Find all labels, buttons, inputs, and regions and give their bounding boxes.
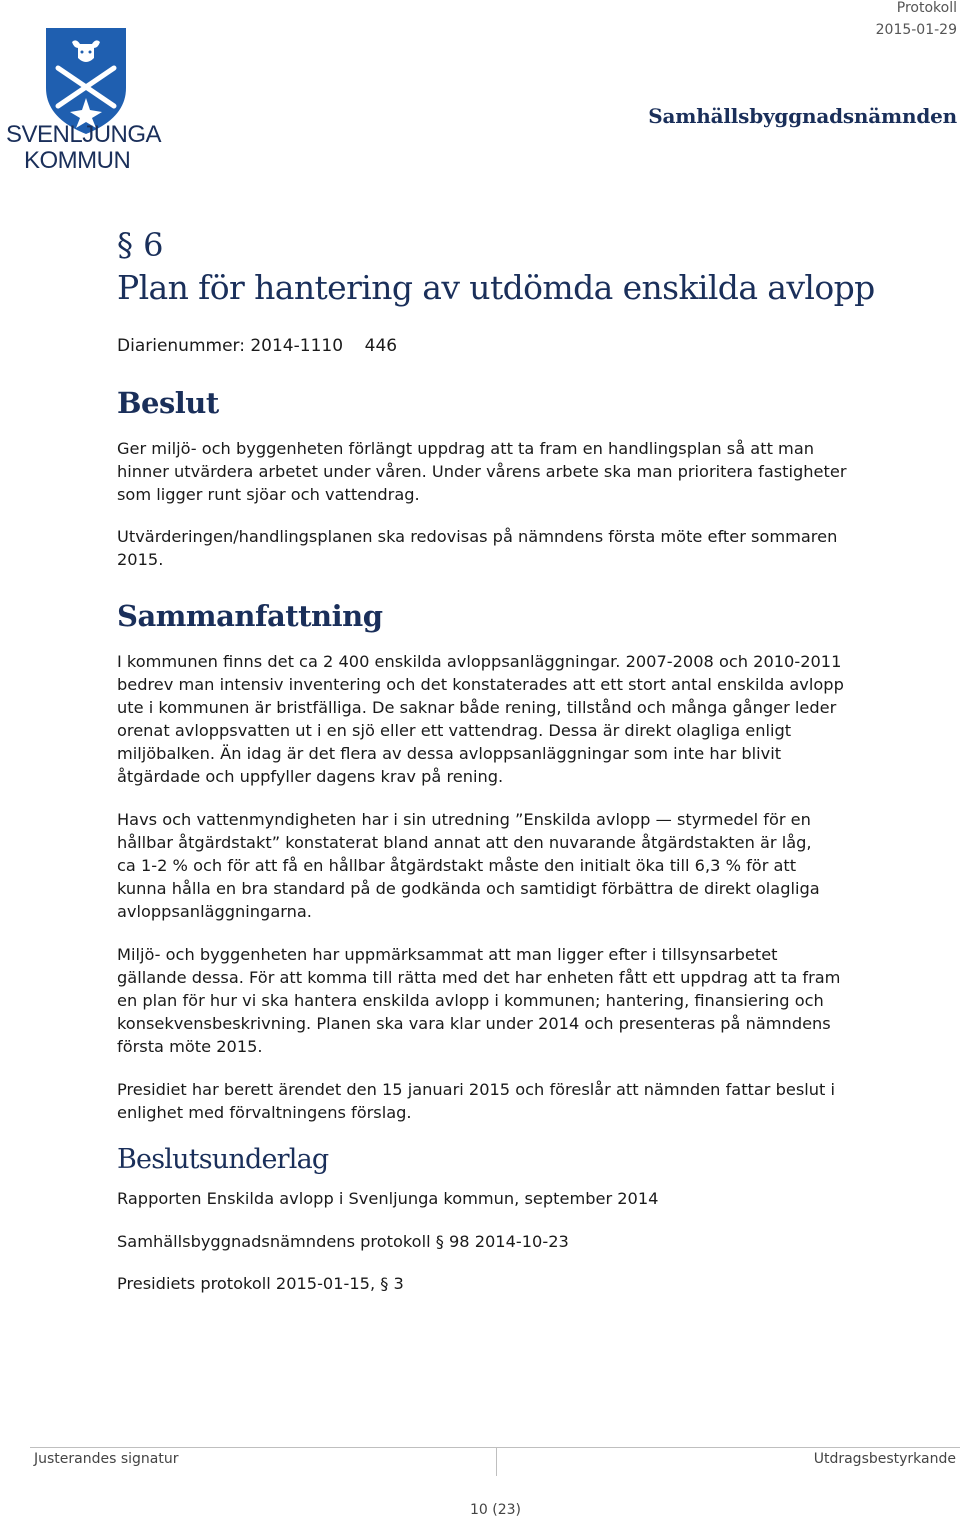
page-number: 10 (23)	[470, 1502, 522, 1518]
text-line: Havs och vattenmyndigheten har i sin utredning ”Enskilda avlopp — styrmedel för en	[117, 810, 811, 829]
beslutsunderlag-item-3	[117, 1272, 897, 1295]
presidium-ref: 3	[393, 1274, 404, 1293]
svg-text:SVENLJUNGA: SVENLJUNGA	[6, 121, 162, 148]
text-line: gällande dessa. För att komma till rätta med det har enheten fått ett uppdrag att ta fram	[117, 968, 841, 987]
document-type: Protokoll	[896, 0, 957, 16]
section-title: Plan för hantering av utdömda enskilda avlopp	[117, 268, 875, 307]
diary-value: 2014-1110	[250, 336, 344, 356]
document-date: 2015-01-29	[875, 22, 957, 38]
text-line: hinner utvärdera arbetet under våren. Under vårens arbete ska man prioritera fastigheter	[117, 462, 847, 481]
beslut-paragraph-2	[117, 525, 897, 571]
committee-name: Samhällsbyggnadsnämnden	[648, 104, 957, 128]
sammanfattning-paragraph-2	[117, 808, 897, 923]
heading-beslutsunderlag: Beslutsunderlag	[117, 1144, 329, 1175]
municipality-logo	[6, 26, 166, 176]
text-line: enlighet med förvaltningens förslag.	[117, 1103, 412, 1122]
diary-extra: 446	[364, 336, 398, 356]
beslutsunderlag-item-1	[117, 1187, 897, 1210]
presidium-protocol: Presidiets protokoll 2015-01-15,	[117, 1274, 376, 1293]
svg-text:KOMMUN: KOMMUN	[24, 147, 131, 174]
sammanfattning-paragraph-4	[117, 1078, 897, 1124]
heading-sammanfattning: Sammanfattning	[117, 599, 383, 633]
text-line: ute i kommunen är bristfälliga. De saknar både rening, tillstånd och många gånger leder	[117, 698, 837, 717]
text-line: Ger miljö- och byggenheten förlängt uppdrag att ta fram en handlingsplan så att man	[117, 439, 815, 458]
text-line: 2015.	[117, 550, 164, 569]
footer-separator	[496, 1448, 497, 1476]
section-number: § 6	[117, 226, 164, 264]
text-line: avloppsanläggningarna.	[117, 902, 312, 921]
coat-of-arms-icon	[6, 26, 166, 176]
sammanfattning-paragraph-1	[117, 650, 897, 788]
text-line: en plan för hur vi ska hantera enskilda avlopp i kommunen; hantering, finansiering och	[117, 991, 824, 1010]
footer-divider	[30, 1447, 960, 1448]
text-line: orenat avloppsvatten ut i en sjö eller ett vattendrag. Dessa är direkt olagliga enligt	[117, 721, 792, 740]
text-line: Samhällsbyggnadsnämndens protokoll § 98 2014-10-23	[117, 1232, 569, 1251]
text-line: hållbar åtgärdstakt” konstaterat bland annat att den nuvarande åtgärdstakten är låg,	[117, 833, 812, 852]
text-line: I kommunen finns det ca 2 400 enskilda avloppsanläggningar. 2007-2008 och 2010-2011	[117, 652, 842, 671]
text-line: Presidiet har berett ärendet den 15 januari 2015 och föreslår att nämnden fattar beslut i	[117, 1080, 836, 1099]
text-line: Utvärderingen/handlingsplanen ska redovisas på nämndens första möte efter sommaren	[117, 527, 838, 546]
diary-number	[117, 336, 397, 356]
text-line: första möte 2015.	[117, 1037, 263, 1056]
text-line: bedrev man intensiv inventering och det konstaterades att ett stort antal enskilda avlopp	[117, 675, 844, 694]
text-line: ca 1-2 % och för att få en hållbar åtgärdstakt måste den initialt öka till 6,3 % för att	[117, 856, 797, 875]
protocol-name: Samhällsbyggnadsnämndens protokoll	[117, 1232, 431, 1251]
text-line: Rapporten Enskilda avlopp i Svenljunga kommun, september 2014	[117, 1189, 659, 1208]
sammanfattning-paragraph-3	[117, 943, 897, 1058]
text-line: kunna hålla en bra standard på de godkända och samtidigt förbättra de direkt olagliga	[117, 879, 820, 898]
text-line: Presidiets protokoll 2015-01-15, § 3	[117, 1274, 404, 1293]
diary-label: Diarienummer:	[117, 336, 245, 356]
certification-label: Utdragsbestyrkande	[813, 1451, 956, 1467]
text-line: åtgärdade och uppfyller dagens krav på rening.	[117, 767, 504, 786]
text-line: Miljö- och byggenheten har uppmärksammat att man ligger efter i tillsynsarbetet	[117, 945, 778, 964]
signature-label: Justerandes signatur	[34, 1451, 179, 1467]
beslut-paragraph-1	[117, 437, 897, 506]
text-line: konsekvensbeskrivning. Planen ska vara klar under 2014 och presenteras på nämndens	[117, 1014, 831, 1033]
protocol-ref: 98 2014-10-23	[448, 1232, 569, 1251]
heading-beslut: Beslut	[117, 386, 219, 420]
section-number-value: 6	[143, 226, 164, 264]
text-line: miljöbalken. Än idag är det flera av dessa avloppsanläggningar som inte har blivit	[117, 744, 782, 763]
beslutsunderlag-item-2	[117, 1230, 897, 1253]
text-line: som ligger runt sjöar och vattendrag.	[117, 485, 420, 504]
